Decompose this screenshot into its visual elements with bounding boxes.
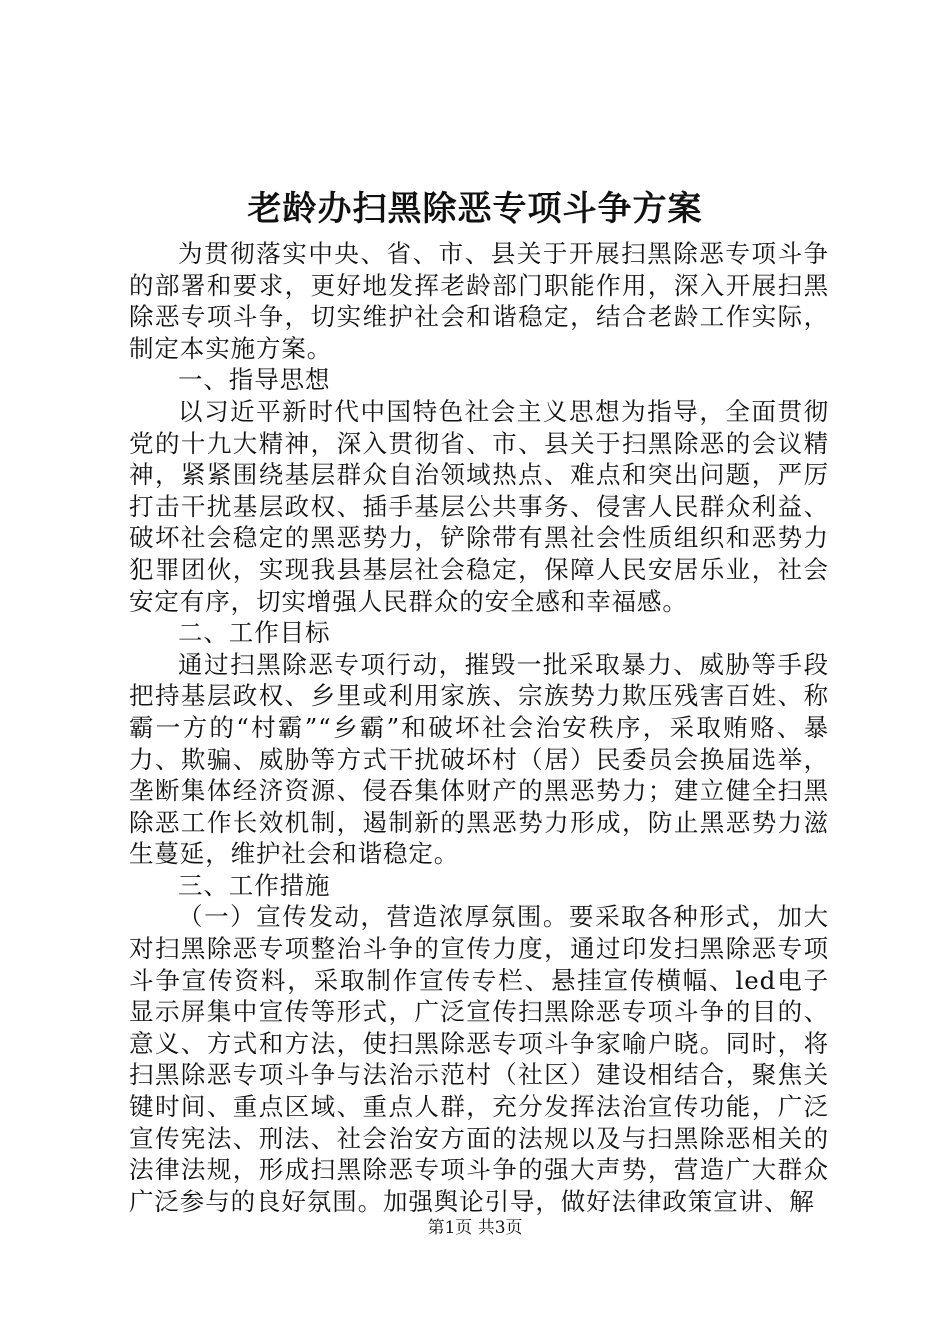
document-body — [129, 238, 829, 1217]
section-heading-work-goals: 二、工作目标 — [178, 618, 331, 648]
intro-paragraph: 为贯彻落实中央、省、市、县关于开展扫黑除恶专项斗争的部署和要求，更好地发挥老龄部门职能作用，深入开展扫黑除恶专项斗争，切实维护社会和谐稳定，结合老龄工作实际，制定本实施方案。 — [129, 239, 829, 363]
section-body-work-measures: （一）宣传发动，营造浓厚氛围。要采取各种形式，加大对扫黑除恶专项整治斗争的宣传力度，通过印发扫黑除恶专项斗争宣传资料，采取制作宣传专栏、悬挂宣传横幅、led电子显示屏集中宣传等形式，广泛宣传扫黑除恶专项斗争的目的、意义、方式和方法，使扫黑除恶专项斗争家喻户晓。同时，将扫黑除恶专项斗争与法治示范村（社区）建设相结合，聚焦关键时间、重点区域、重点人群，充分发挥法治宣传功能，广泛宣传宪法、刑法、社会治安方面的法规以及与扫黑除恶相关的法律法规，形成扫黑除恶专项斗争的强大声势，营造广大群众广泛参与的良好氛围。加强舆论引导，做好法律政策宣讲、解 — [129, 902, 829, 1216]
section-body-guiding-ideology: 以习近平新时代中国特色社会主义思想为指导，全面贯彻党的十九大精神，深入贯彻省、市、县关于扫黑除恶的会议精神，紧紧围绕基层群众自治领域热点、难点和突出问题，严厉打击干扰基层政权、插手基层公共事务、侵害人民群众利益、破坏社会稳定的黑恶势力，铲除带有黑社会性质组织和恶势力犯罪团伙，实现我县基层社会稳定，保障人民安居乐业，社会安定有序，切实增强人民群众的安全感和幸福感。 — [129, 396, 829, 616]
section-body-work-goals: 通过扫黑除恶专项行动，摧毁一批采取暴力、威胁等手段把持基层政权、乡里或利用家族、宗族势力欺压残害百姓、称霸一方的“村霸”“乡霸”和破坏社会治安秩序，采取贿赂、暴力、欺骗、威胁等方式干扰破坏村（居）民委员会换届选举，垄断集体经济资源、侵吞集体财产的黑恶势力；建立健全扫黑除恶工作长效机制，遏制新的黑恶势力形成，防止黑恶势力滋生蔓延，维护社会和谐稳定。 — [129, 649, 829, 869]
section-heading-guiding-ideology: 一、指导思想 — [178, 365, 331, 395]
document-title: 老龄办扫黑除恶专项斗争方案 — [247, 189, 703, 229]
page-footer: 第1页 共3页 — [427, 1218, 523, 1238]
section-heading-work-measures: 三、工作措施 — [178, 870, 331, 900]
